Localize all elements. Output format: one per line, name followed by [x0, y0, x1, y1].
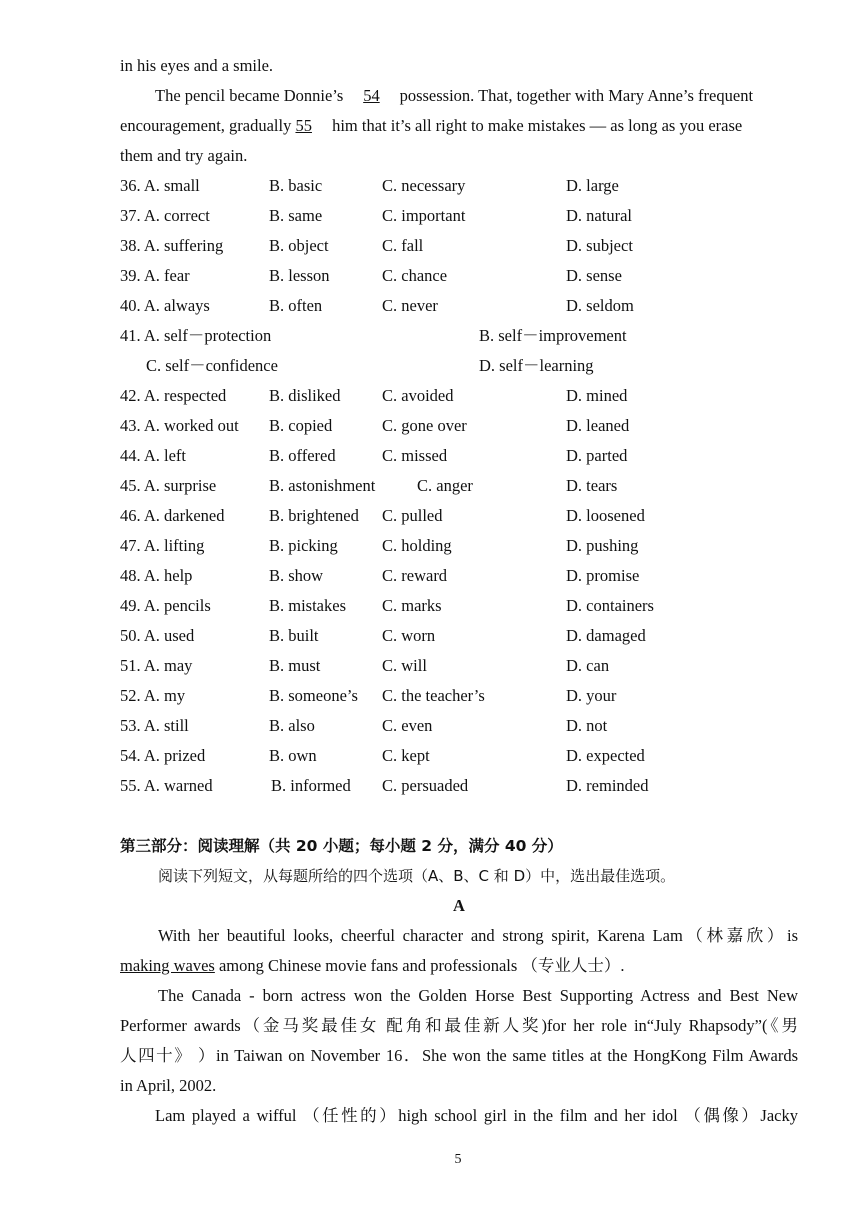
option-d: D. parted: [566, 446, 628, 465]
option-a: 46. A. darkened: [120, 506, 225, 525]
passage-line: them and try again.: [120, 146, 248, 165]
passage-text: encouragement, gradually: [120, 116, 292, 135]
option-a: 51. A. may: [120, 656, 193, 675]
option-b: B. informed: [271, 776, 351, 795]
option-d: D. large: [566, 176, 619, 195]
option-d: D. subject: [566, 236, 633, 255]
option-b: B. astonishment: [269, 476, 376, 495]
option-d: D. sense: [566, 266, 622, 285]
option-b: B. brightened: [269, 506, 359, 525]
option-d: D. leaned: [566, 416, 630, 435]
option-b: B. offered: [269, 446, 336, 465]
option-d: D. promise: [566, 566, 640, 585]
passage-line: [120, 956, 625, 976]
option-d: D. your: [566, 686, 617, 705]
option-b: B. copied: [269, 416, 333, 435]
option-a: 43. A. worked out: [120, 416, 239, 435]
option-a: 40. A. always: [120, 296, 210, 315]
option-d: D. reminded: [566, 776, 649, 795]
option-b: B. someone’s: [269, 686, 358, 705]
passage-text: The pencil became Donnie’s: [155, 86, 344, 105]
option-b: B. also: [269, 716, 315, 735]
option-a: 37. A. correct: [120, 206, 210, 225]
option-c: C. fall: [382, 236, 424, 255]
option-c: C. kept: [382, 746, 430, 765]
option-b: B. self－improvement: [479, 326, 627, 345]
option-c: C. avoided: [382, 386, 454, 405]
option-b: B. built: [269, 626, 319, 645]
option-b: B. often: [269, 296, 323, 315]
option-c: C. important: [382, 206, 466, 225]
passage-text: possession. That, together with Mary Anne’s frequent: [399, 86, 754, 105]
option-d: D. can: [566, 656, 610, 675]
option-b: B. own: [269, 746, 317, 765]
option-d: D. containers: [566, 596, 654, 615]
option-d: D. natural: [566, 206, 632, 225]
option-a: 42. A. respected: [120, 386, 227, 405]
option-c: C. marks: [382, 596, 442, 615]
option-c: C. anger: [417, 476, 473, 495]
passage-line: 人四十》 ）in Taiwan on November 16．She won the same titles at the HongKong Film Awards: [120, 1046, 798, 1065]
option-d: D. mined: [566, 386, 628, 405]
option-d: D. damaged: [566, 626, 646, 645]
option-c: C. necessary: [382, 176, 466, 195]
passage-line: With her beautiful looks, cheerful character and strong spirit, Karena Lam（林嘉欣）is: [158, 926, 798, 945]
option-a: 45. A. surprise: [120, 476, 217, 495]
option-a: 39. A. fear: [120, 266, 190, 285]
option-a: 47. A. lifting: [120, 536, 205, 555]
option-b: B. must: [269, 656, 321, 675]
option-c: C. missed: [382, 446, 448, 465]
option-b: B. mistakes: [269, 596, 346, 615]
option-b: B. show: [269, 566, 324, 585]
section-instruction: 阅读下列短文，从每题所给的四个选项（A、B、C 和 D）中，选出最佳选项。: [158, 867, 676, 885]
option-c: C. reward: [382, 566, 448, 585]
option-c: C. will: [382, 656, 427, 675]
passage-line: [120, 116, 742, 136]
option-c: C. gone over: [382, 416, 467, 435]
option-b: B. basic: [269, 176, 323, 195]
option-d: D. tears: [566, 476, 618, 495]
option-c: C. self－confidence: [146, 356, 278, 375]
option-c: C. persuaded: [382, 776, 469, 795]
passage-line: in April, 2002.: [120, 1076, 217, 1095]
option-a: 38. A. suffering: [120, 236, 224, 255]
passage-line: [155, 86, 753, 106]
blank-55: 55: [295, 116, 312, 135]
option-d: D. loosened: [566, 506, 645, 525]
option-b: B. disliked: [269, 386, 341, 405]
underlined-phrase: making waves: [120, 956, 215, 975]
option-d: D. seldom: [566, 296, 634, 315]
option-c: C. chance: [382, 266, 448, 285]
option-a: 48. A. help: [120, 566, 193, 585]
option-a: 50. A. used: [120, 626, 195, 645]
section-heading: 第三部分：阅读理解（共 20 小题；每小题 2 分，满分 40 分）: [120, 837, 563, 855]
option-a: 53. A. still: [120, 716, 189, 735]
option-c: C. never: [382, 296, 438, 315]
passage-text: among Chinese movie fans and professionals （专业人士）.: [214, 956, 625, 975]
blank-54: 54: [363, 86, 380, 105]
option-b: B. same: [269, 206, 323, 225]
option-a: 54. A. prized: [120, 746, 206, 765]
option-a: 44. A. left: [120, 446, 186, 465]
option-a: 49. A. pencils: [120, 596, 211, 615]
passage-text: him that it’s all right to make mistakes — as long as you erase: [332, 116, 743, 135]
option-b: B. object: [269, 236, 329, 255]
option-a: 41. A. self－protection: [120, 326, 272, 345]
option-c: C. even: [382, 716, 433, 735]
passage-line: Lam played a wifful （任性的）high school girl in the film and her idol （偶像）Jacky: [155, 1106, 798, 1125]
passage-line: Performer awards（金马奖最佳女 配角和最佳新人奖)for her role in“July Rhapsody”(《男: [120, 1016, 798, 1035]
option-c: C. worn: [382, 626, 436, 645]
option-b: B. picking: [269, 536, 338, 555]
option-d: D. pushing: [566, 536, 639, 555]
page-number: 5: [454, 1152, 462, 1167]
passage-label: A: [453, 896, 465, 915]
option-a: 52. A. my: [120, 686, 186, 705]
option-c: C. holding: [382, 536, 452, 555]
passage-line: The Canada - born actress won the Golden Horse Best Supporting Actress and Best New: [158, 986, 798, 1005]
option-a: 36. A. small: [120, 176, 200, 195]
option-b: B. lesson: [269, 266, 330, 285]
option-c: C. the teacher’s: [382, 686, 485, 705]
option-d: D. self－learning: [479, 356, 594, 375]
option-c: C. pulled: [382, 506, 443, 525]
passage-line: in his eyes and a smile.: [120, 56, 274, 75]
option-a: 55. A. warned: [120, 776, 213, 795]
option-d: D. not: [566, 716, 608, 735]
option-d: D. expected: [566, 746, 645, 765]
